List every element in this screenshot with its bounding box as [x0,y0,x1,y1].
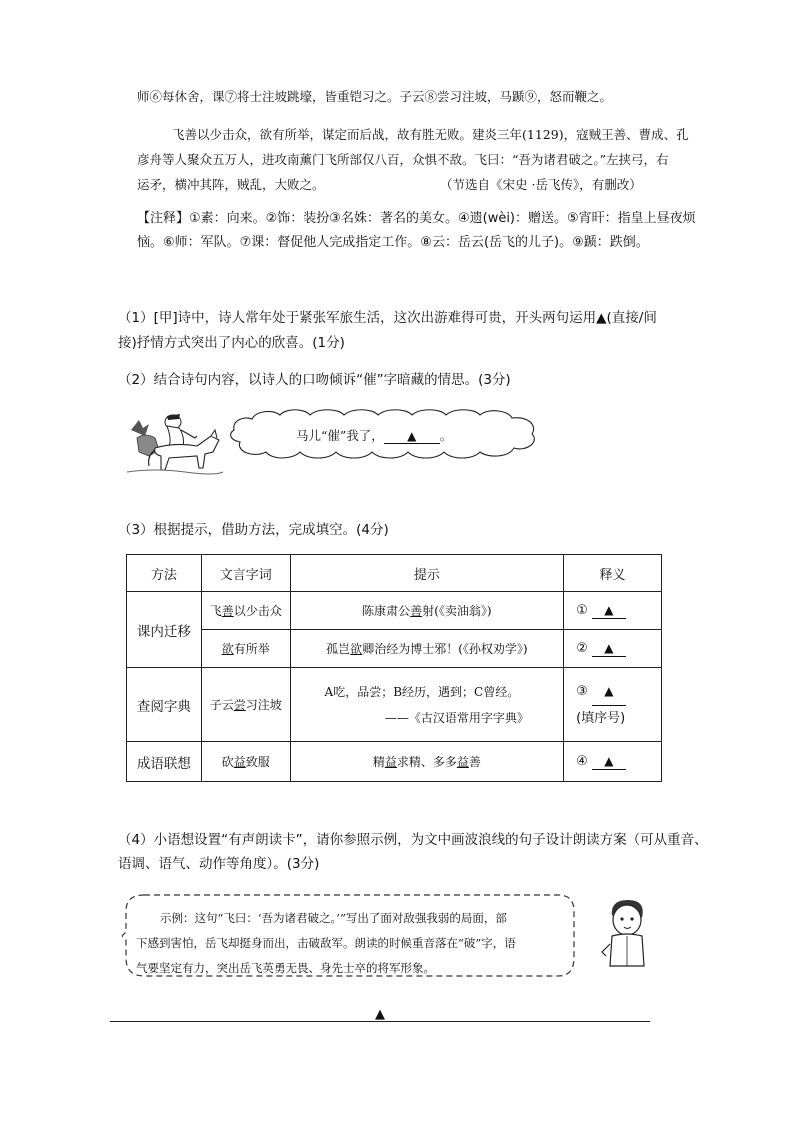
method-cell: 查阅字典 [127,668,202,742]
passage-source: （节选自《宋史 ·岳飞传》，有删改） [440,177,642,192]
example-line: 下感到害怕，岳飞却挺身而出，击破敌军。朗读的时候重音落在“破”字，语 [136,936,516,950]
answer-blank[interactable]: ▲ [384,428,440,444]
column-header: 文言字词 [201,555,290,592]
answer-cell[interactable]: ② ▲ [564,630,662,668]
hint-cell: 精益求精、多多益善 [290,742,563,782]
answer-blank-marker: ▲ [375,1007,385,1022]
column-header: 释义 [564,555,662,592]
word-cell: 欲有所举 [201,630,290,668]
question-2: （2）结合诗句内容，以诗人的口吻倾诉“催”字暗藏的情思。(3分) [118,372,511,388]
column-header: 提示 [290,555,563,592]
answer-cell[interactable]: ① ▲ [564,592,662,630]
notes-line: 【注释】①素：向来。②饰：装扮③名姝：著名的美女。④遗(wèi)：赠送。⑤宵旰：指皇上昼夜烦 [137,211,696,226]
word-cell: 飞善以少击众 [201,592,290,630]
question-4: 语调、语气、动作等角度）。(3分) [118,856,320,872]
question-1: （1）[甲]诗中，诗人常年处于紧张军旅生活，这次出游难得可贵，开头两句运用▲(直接/间 [118,310,657,326]
notes-line: 恼。⑥师：军队。⑦课：督促他人完成指定工作。⑧云：岳云(岳飞的儿子)。⑨踬：跌倒。 [137,235,649,250]
passage-line: 师⑥每休舍，课⑦将士注坡跳壕，皆重铠习之。子云⑧尝习注坡，马踬⑨，怒而鞭之。 [137,89,613,104]
method-cell: 成语联想 [127,742,202,782]
passage-line: 运矛，横冲其阵，贼乱，大败之。 [137,177,325,192]
question-1: 接)抒情方式突出了内心的欣喜。(1分) [118,335,345,351]
method-cell: 课内迁移 [127,592,202,668]
word-cell: 子云尝习注坡 [201,668,290,742]
column-header: 方法 [127,555,202,592]
word-cell: 砍益致服 [201,742,290,782]
example-line: 气要坚定有力，突出岳飞英勇无畏、身先士卒的将军形象。 [136,961,435,975]
horse-rider-illustration [125,410,225,478]
example-line: 示例：这句“飞曰：‘吾为诸君破之。’”写出了面对敌强我弱的局面，部 [160,911,507,925]
method-table [126,554,662,782]
hint-cell: A吃，品尝；B经历，遇到；C曾经。 ——《古汉语常用字字典》 [290,668,563,742]
passage-line: 彦舟等人聚众五万人，进攻南薰门飞所部仅八百，众惧不敌。飞曰：“吾为诸君破之。”左挟弓，右 [137,152,669,167]
passage-line: 飞善以少击众，欲有所举，谋定而后战，故有胜无败。建炎三年(1129)，寇贼王善、曹成、孔 [172,127,689,142]
answer-cell[interactable]: ④ ▲ [564,742,662,782]
hint-cell: 孤岂欲卿治经为博士邪！(《孙权劝学》) [290,630,563,668]
hint-cell: 陈康肃公善射(《卖油翁》) [290,592,563,630]
bubble-text: 马儿“催”我了， ▲ 。 [296,428,453,443]
answer-cell[interactable]: ③ ▲ (填序号) [564,668,662,742]
question-3: （3）根据提示，借助方法，完成填空。(4分) [118,522,389,538]
boy-reading-illustration [598,896,656,968]
question-4: （4）小语想设置“有声朗读卡”，请你参照示例，为文中画波浪线的句子设计朗读方案（可从重音、 [118,832,708,848]
